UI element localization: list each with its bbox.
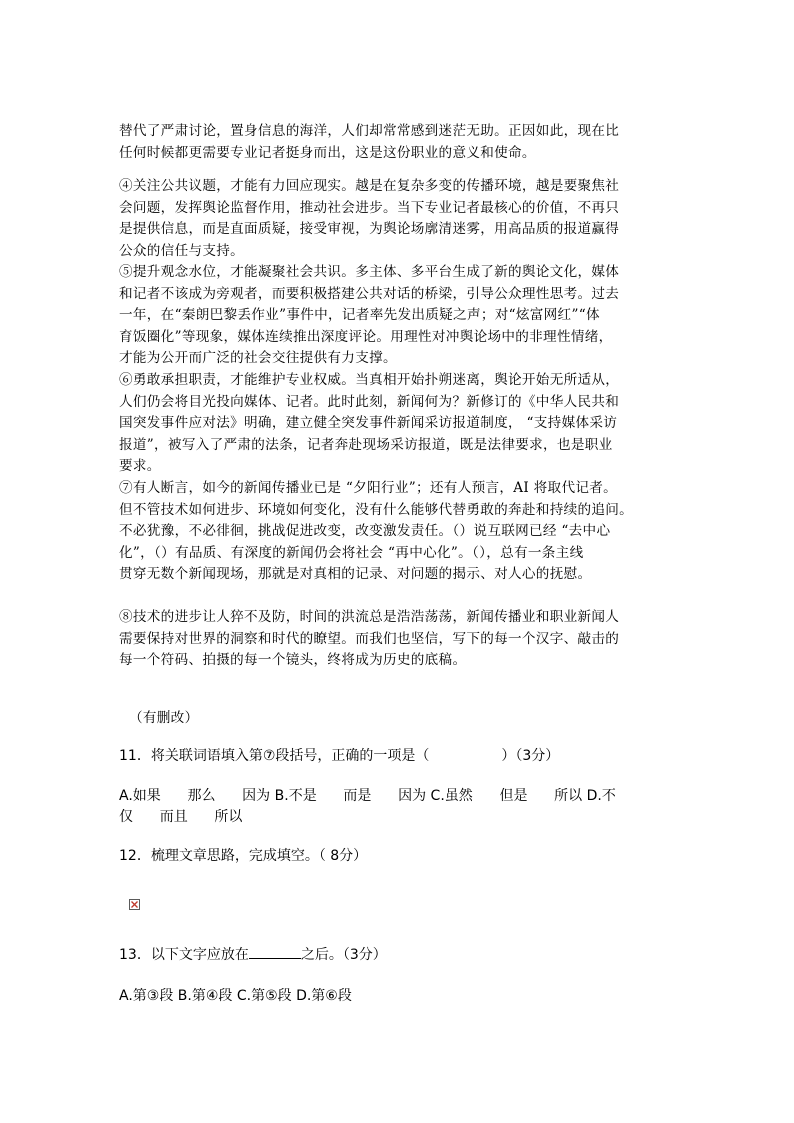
broken-image-icon: [129, 899, 140, 910]
paragraph-4: ④关注公共议题，才能有力回应现实。越是在复杂多变的传播环境，越是要聚焦社 会问题，发挥舆论监督作用，推动社会进步。当下专业记者最核心的价值，不再只 是提供信息，而是直面质疑，接受审视，为舆论场廓清迷雾，用高品质的报道赢得 公众的信任与支持。: [119, 178, 620, 259]
question-13-options: A.第③段 B.第④段 C.第⑤段 D.第⑥段: [119, 988, 352, 1004]
paragraph-6: ⑥勇敢承担职责，才能维护专业权威。当真相开始扑朔迷离，舆论开始无所适从， 人们仍会将目光投向媒体、记者。此时此刻，新闻何为？新修订的《中华人民共和 国突发事件应对法》明确，建立健全突发事件新闻采访报道制度， “支持媒体采访 报道”，被写入了严肃的法条，记者奔赴现场采访报道，既是法律要求，也是职业 要求。: [119, 372, 620, 474]
source-note: （有删改）: [129, 710, 199, 726]
paragraph-8: ⑧技术的进步让人猝不及防，时间的洪流总是浩浩荡荡，新闻传播业和职业新闻人 需要保持对世界的洞察和时代的瞭望。而我们也坚信，写下的每一个汉字、敲击的 每一个符码、拍摄的每一个镜头，终将成为历史的底稿。: [119, 609, 620, 668]
question-11-options: A.如果 那么 因为 B.不是 而是 因为 C.虽然 但是 所以 D.不 仅 而且 所以: [119, 788, 616, 825]
question-11: 11．将关联词语填入第⑦段括号，正确的一项是（ ）（3分）: [119, 748, 560, 764]
paragraph-7: ⑦有人断言，如今的新闻传播业已是 “夕阳行业”；还有人预言，AI 将取代记者。 但不管技术如何进步、环境如何变化，没有什么能够代替勇敢的奔赴和持续的追问。 不必犹豫，不必徘徊，挑战促进改变，改变激发责任。（）说互联网已经 “去中心 化”，（）有品质、有深度的新闻仍会将社会 “再中心化”。（），总有一条主线 贯穿无数个新闻现场，那就是对真相的记录、对问题的揭示、对人心的抚慰。: [119, 480, 634, 582]
paragraph-5: ⑤提升观念水位，才能凝聚社会共识。多主体、多平台生成了新的舆论文化，媒体 和记者不该成为旁观者，而要积极搭建公共对话的桥梁，引导公众理性思考。过去 一年，在“秦朗巴黎丢作业”事件中，记者率先发出质疑之声；对“炫富网红”“体 育饭圈化”等现象，媒体连续推出深度评论。用理性对冲舆论场中的非理性情绪， 才能为公开而广泛的社会交往提供有力支撑。: [119, 264, 620, 366]
answer-blank-line[interactable]: [249, 946, 301, 959]
question-13: 13．以下文字应放在 之后。（3分）: [119, 947, 387, 963]
paragraph-continuation: 替代了严肃讨论，置身信息的海洋，人们却常常感到迷茫无助。正因如此，现在比 任何时候都更需要专业记者挺身而出，这是这份职业的意义和使命。: [119, 123, 620, 161]
question-12: 12．梳理文章思路，完成填空。（ 8分）: [119, 848, 368, 864]
